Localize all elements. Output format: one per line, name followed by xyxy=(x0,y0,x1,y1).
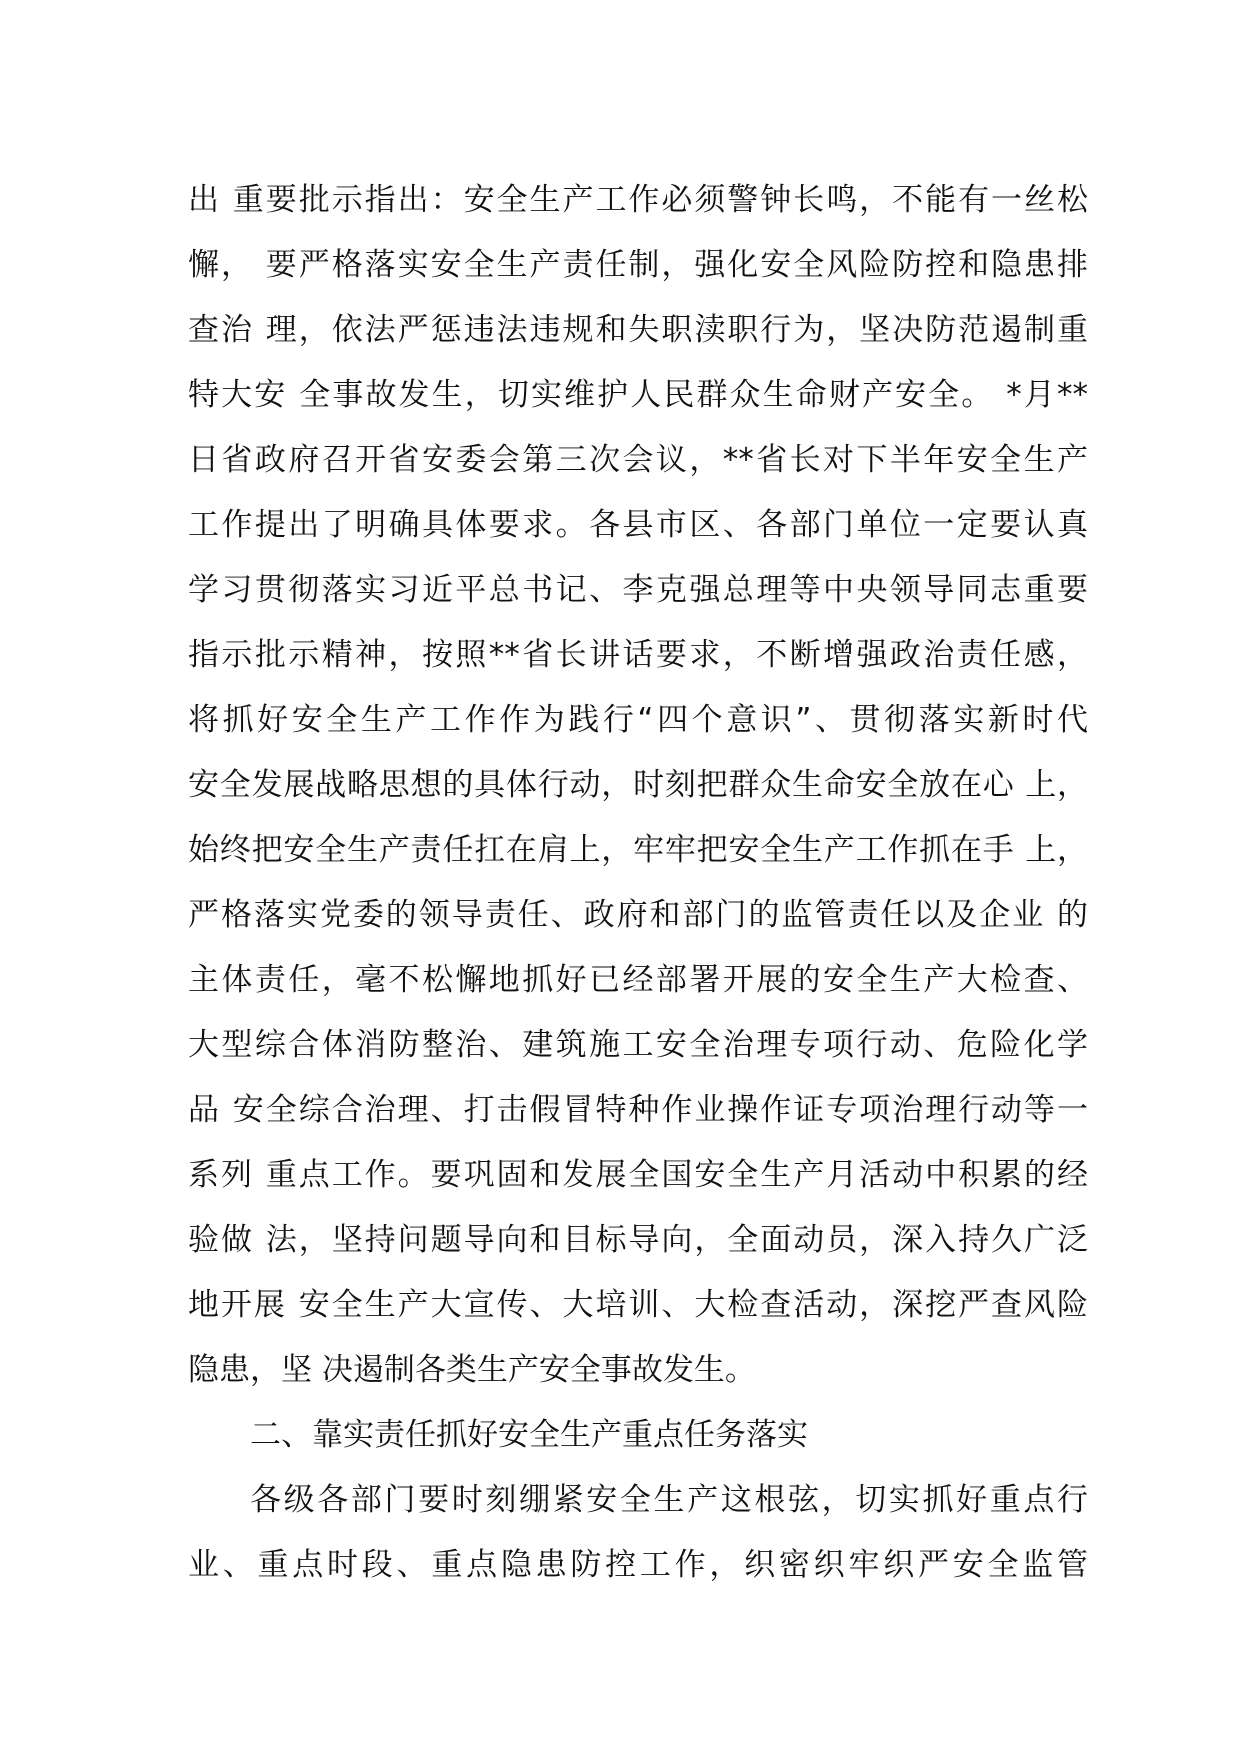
paragraph-line: 出 重要批示指出：安全生产工作必须警钟长鸣，不能有一丝松 xyxy=(188,182,1088,218)
paragraph-line: 大型综合体消防整治、建筑施工安全治理专项行动、危险化学 xyxy=(188,1027,1088,1063)
paragraph-line: 地开展 安全生产大宣传、大培训、大检查活动，深挖严查风险 xyxy=(188,1287,1088,1323)
paragraph-line: 主体责任，毫不松懈地抓好已经部署开展的安全生产大检查、 xyxy=(188,962,1088,998)
paragraph-line: 将抓好安全生产工作作为践行“四个意识”、贯彻落实新时代 xyxy=(188,702,1088,738)
paragraph-line: 懈， 要严格落实安全生产责任制，强化安全风险防控和隐患排 xyxy=(188,247,1088,283)
paragraph-line: 安全发展战略思想的具体行动，时刻把群众生命安全放在心 上， xyxy=(188,767,1088,803)
paragraph-line: 指示批示精神，按照**省长讲话要求，不断增强政治责任感， xyxy=(188,637,1088,673)
paragraph-line: 始终把安全生产责任扛在肩上，牢牢把安全生产工作抓在手 上， xyxy=(188,832,1088,868)
paragraph-line: 查治 理，依法严惩违法违规和失职渎职行为，坚决防范遏制重 xyxy=(188,312,1088,348)
paragraph-line: 品 安全综合治理、打击假冒特种作业操作证专项治理行动等一 xyxy=(188,1092,1088,1128)
paragraph-line: 系列 重点工作。要巩固和发展全国安全生产月活动中积累的经 xyxy=(188,1157,1088,1193)
section-paragraph-line: 各级各部门要时刻绷紧安全生产这根弦，切实抓好重点行 xyxy=(250,1482,1088,1518)
paragraph-line: 特大安 全事故发生，切实维护人民群众生命财产安全。 *月** xyxy=(188,377,1088,413)
paragraph-line: 严格落实党委的领导责任、政府和部门的监管责任以及企业 的 xyxy=(188,897,1088,933)
paragraph-line: 隐患，坚 决遏制各类生产安全事故发生。 xyxy=(188,1352,756,1388)
body-text xyxy=(188,168,1088,1598)
section-paragraph-line: 业、重点时段、重点隐患防控工作，织密织牢织严安全监管 xyxy=(188,1547,1088,1583)
paragraph-line: 学习贯彻落实习近平总书记、李克强总理等中央领导同志重要 xyxy=(188,572,1088,608)
paragraph-line: 日省政府召开省安委会第三次会议，**省长对下半年安全生产 xyxy=(188,442,1088,478)
paragraph-line: 验做 法，坚持问题导向和目标导向，全面动员，深入持久广泛 xyxy=(188,1222,1088,1258)
section-heading: 二、靠实责任抓好安全生产重点任务落实 xyxy=(250,1417,808,1453)
paragraph-line: 工作提出了明确具体要求。各县市区、各部门单位一定要认真 xyxy=(188,507,1088,543)
